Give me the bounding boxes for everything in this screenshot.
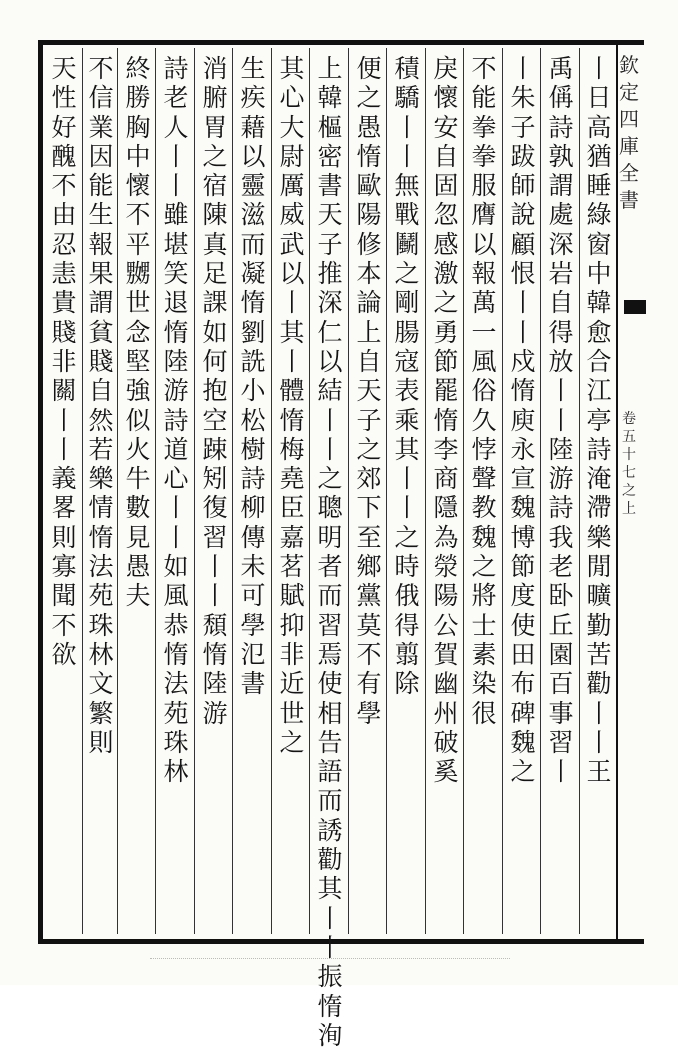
header-title: 欽定四庫全書 [619, 53, 639, 212]
text-columns [0, 54, 678, 1050]
text-column-3: 丨朱子跋師說顧恨丨丨戍惰庾永宣魏博節度使田布碑魏之 [510, 54, 536, 787]
text-column-9: 其心大尉厲威武以丨其丨體惰梅堯臣嘉茗賦抑非近世之 [279, 54, 305, 757]
text-column-4: 不能拳拳服膺以報萬一風俗久悖聲教魏之將士素染很 [471, 54, 497, 728]
text-column-1: 丨日高猶睡綠窗中韓愈合江亭詩淹滯樂閒曠勤苦勸丨丨王 [586, 54, 612, 787]
text-column-5: 戾懷安自固忽感激之勇節罷惰李商隱為滎陽公賀幽州破奚 [433, 54, 459, 787]
text-column-12: 詩老人丨丨雖堪笑退惰陸游詩道心丨丨如風恭惰法苑珠林 [163, 54, 189, 787]
text-column-13: 終勝胸中懷不平嬲世念堅強似火牛數見愚夫 [125, 54, 151, 611]
text-column-11: 消腑胃之宿陳真足課如何抱空踈矧復習丨丨頹惰陸游 [202, 54, 228, 728]
text-column-15: 天性好醜不由忍恚貴賤非關丨丨義畧則寡聞不欲 [51, 54, 77, 669]
header-volume: 卷五十七之上 [622, 411, 636, 517]
text-column-2: 禹偁詩孰謂處深岩自得放丨丨陸游詩我老卧丘園百事習丨 [548, 54, 574, 787]
text-column-14: 不信業因能生報果謂貧賤自然若樂情惰法苑珠林文繁則 [88, 54, 114, 757]
text-column-8: 上韓樞密書天子推深仁以結丨丨之聰明者而習焉使相告語而誘勸其丨丨振惰洵 [317, 54, 343, 1050]
bottom-edge-noise [150, 958, 510, 961]
text-column-10: 生疾藉以靈滋而凝惰劉詵小松樹詩柳傳未可學氾書 [240, 54, 266, 699]
text-column-6: 積驕丨丨無戰鬭之剛腸寇表乘其丨丨之時俄得翦除 [394, 54, 420, 699]
text-column-7: 便之愚惰歐陽修本論上自天子之郊下至鄉黨莫不有學 [356, 54, 382, 728]
